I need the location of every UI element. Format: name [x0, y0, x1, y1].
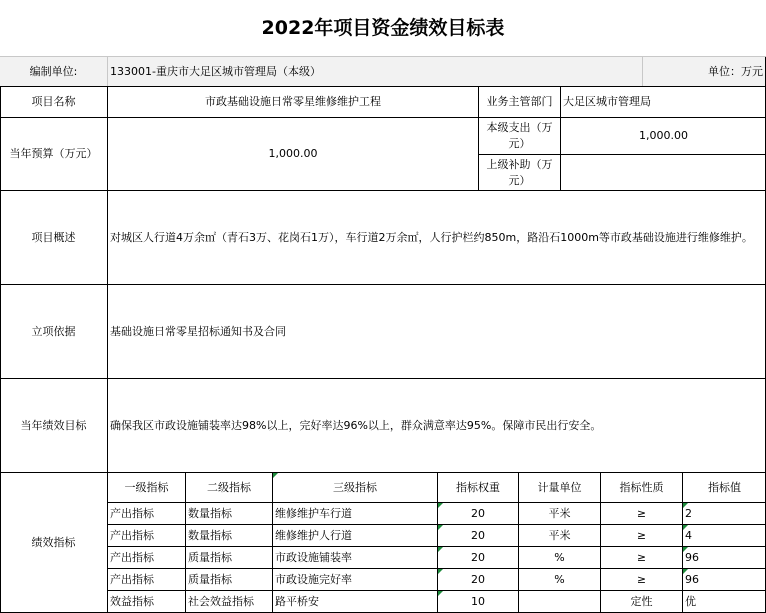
row-weight: 20: [471, 550, 485, 564]
row-divider: [0, 117, 766, 118]
column-divider: [518, 472, 519, 613]
row-weight: 10: [471, 595, 485, 608]
row-level3: 路平桥安: [275, 595, 319, 608]
column-divider: [478, 86, 479, 191]
header-nature: 指标性质: [619, 480, 664, 494]
row-nature: ≥: [636, 550, 647, 564]
cell-marker-icon: [438, 591, 443, 596]
row-level3: 市政设施完好率: [275, 572, 352, 586]
row-level3: 市政设施铺装率: [275, 550, 352, 564]
indicators-label: 绩效指标: [31, 536, 76, 549]
row-level2: 数量指标: [188, 506, 232, 520]
column-divider: [682, 472, 683, 613]
org-value: 133001-重庆市大足区城市管理局（本级）: [110, 64, 321, 78]
row-unit: %: [554, 550, 565, 564]
basis-label: 立项依据: [31, 324, 76, 338]
row-value: 4: [685, 528, 692, 542]
row-nature: ≥: [636, 506, 647, 520]
row-divider: [0, 284, 766, 285]
row-nature: 定性: [630, 595, 653, 608]
column-divider: [0, 86, 1, 613]
row-level2: 质量指标: [188, 572, 232, 586]
row-nature: ≥: [636, 572, 647, 586]
row-level2: 社会效益指标: [188, 595, 254, 608]
column-divider: [600, 472, 601, 613]
row-value: 96: [685, 572, 699, 586]
row-value: 优: [685, 595, 696, 608]
column-divider: [185, 472, 186, 613]
overview-label: 项目概述: [31, 230, 76, 244]
cell-marker-icon: [683, 547, 688, 552]
row-divider: [0, 190, 766, 191]
row-weight: 20: [471, 528, 485, 542]
header-level2: 二级指标: [207, 480, 251, 494]
row-level1: 效益指标: [110, 595, 154, 608]
row-value: 96: [685, 550, 699, 564]
row-nature: ≥: [636, 528, 647, 542]
cell-marker-icon: [438, 503, 443, 508]
cell-marker-icon: [438, 547, 443, 552]
row-level2: 质量指标: [188, 550, 232, 564]
row-level2: 数量指标: [188, 528, 232, 542]
cell-marker-icon: [438, 525, 443, 530]
row-level1: 产出指标: [110, 506, 154, 520]
upper-subsidy-label: 上级补助（万元）: [486, 157, 553, 187]
cell-marker-icon: [683, 503, 688, 508]
unit-text: 单位：万元: [708, 64, 763, 78]
unit-row-divider: [642, 57, 643, 86]
row-unit: 平米: [548, 506, 571, 520]
goal-label: 当年绩效目标: [20, 418, 87, 432]
row-divider: [0, 86, 766, 87]
project-name-value: 市政基础设施日常零星维修维护工程: [205, 95, 381, 108]
cell-marker-icon: [683, 569, 688, 574]
sheet-title: 2022年项目资金绩效目标表: [261, 17, 505, 39]
title-bottom-line: [0, 56, 766, 57]
goal-text: 确保我区市政设施铺装率达98%以上，完好率达96%以上，群众满意率达95%。保障市民出行安全。: [110, 418, 602, 432]
row-level3: 维修维护车行道: [275, 506, 352, 520]
row-level3: 维修维护人行道: [275, 528, 352, 542]
row-level1: 产出指标: [110, 572, 154, 586]
project-name-label: 项目名称: [31, 95, 76, 108]
header-value: 指标值: [708, 480, 741, 494]
row-unit: 平米: [548, 528, 571, 542]
header-level1: 一级指标: [124, 480, 169, 494]
dept-value: 大足区城市管理局: [563, 95, 651, 108]
row-level1: 产出指标: [110, 550, 154, 564]
basis-text: 基础设施日常零星招标通知书及合同: [110, 324, 286, 338]
row-value: 2: [685, 506, 692, 520]
overview-text: 对城区人行道4万余㎡（青石3万、花岗石1万），车行道2万余㎡，人行护栏约850m，路沿石1000m等市政基础设施进行维修维护。: [110, 230, 753, 244]
row-divider: [478, 154, 766, 155]
header-weight: 指标权重: [456, 480, 500, 494]
row-weight: 20: [471, 572, 485, 586]
upper-subsidy-value: [561, 155, 766, 190]
column-divider: [560, 86, 561, 191]
unit-row-divider: [107, 57, 108, 86]
row-level1: 产出指标: [110, 528, 154, 542]
row-weight: 20: [471, 506, 485, 520]
column-divider: [272, 472, 273, 613]
org-label: 编制单位:: [29, 64, 78, 78]
cell-marker-icon: [273, 473, 278, 478]
local-expense-label: 本级支出（万元）: [486, 121, 553, 150]
cell-marker-icon: [438, 569, 443, 574]
budget-value: 1,000.00: [268, 147, 318, 160]
dept-label: 业务主管部门: [486, 95, 553, 108]
row-divider: [0, 472, 766, 473]
local-expense-value: 1,000.00: [639, 129, 688, 142]
header-level3: 三级指标: [333, 480, 377, 494]
cell-marker-icon: [683, 525, 688, 530]
header-unit: 计量单位: [537, 480, 582, 494]
column-divider: [107, 86, 108, 613]
budget-label: 当年预算（万元）: [9, 147, 98, 160]
row-unit: [519, 591, 600, 613]
row-unit: %: [554, 572, 565, 586]
row-divider: [0, 378, 766, 379]
